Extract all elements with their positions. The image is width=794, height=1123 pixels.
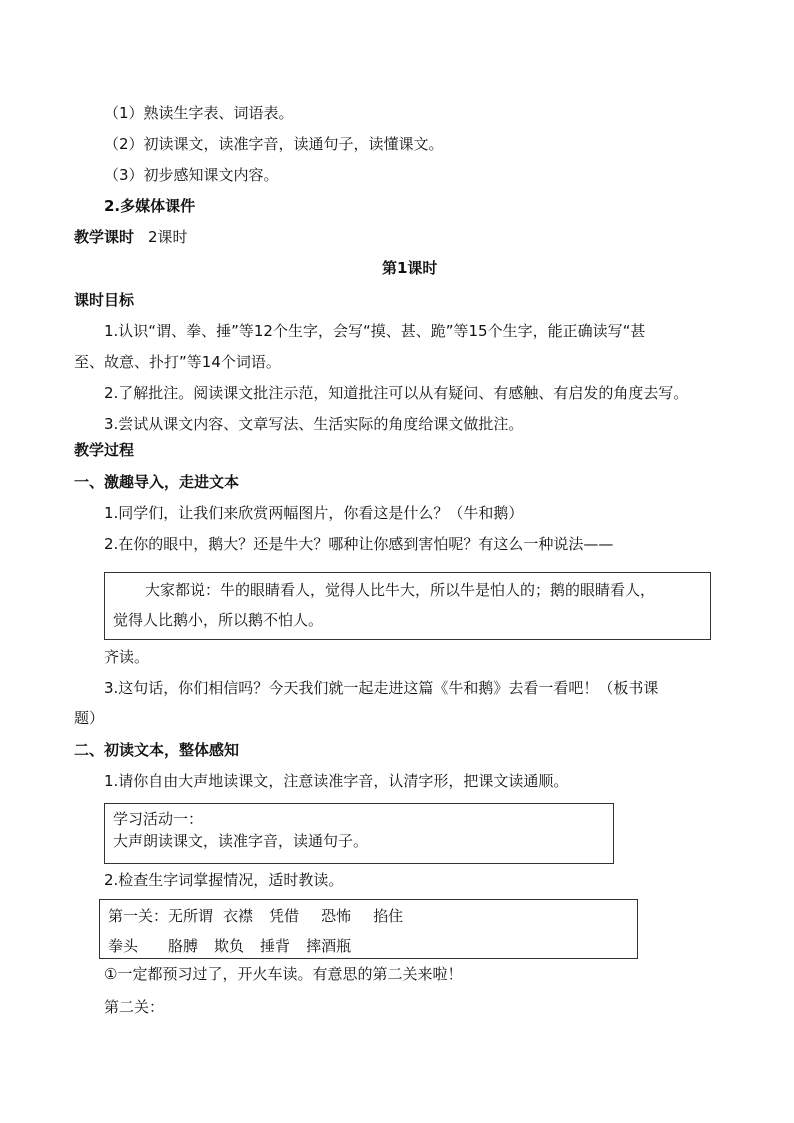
class-hours <box>74 227 188 247</box>
prep-item-1: （1）熟读生字表、词语表。 <box>104 104 294 122</box>
level-1-label: 第一关： <box>108 907 169 925</box>
section-1-step-3-line-1: 3.这句话，你们相信吗？今天我们就一起走进这篇《牛和鹅》去看一看吧！（板书课 <box>104 679 659 697</box>
vocab-word: 欺负 <box>214 937 245 955</box>
activity-box <box>104 803 614 864</box>
activity-title: 学习活动一： <box>113 810 204 828</box>
vocab-word: 恐怖 <box>321 907 352 925</box>
after-quote-text: 齐读。 <box>104 648 150 666</box>
vocab-row-2 <box>108 936 351 956</box>
vocab-box <box>99 899 638 959</box>
section-2-step-2: 2.检查生字词掌握情况，适时教读。 <box>104 871 344 889</box>
vocab-word: 胳膊 <box>168 937 199 955</box>
class-hours-label: 教学课时 <box>74 228 135 246</box>
note-1: ①一定都预习过了，开火车读。有意思的第二关来啦！ <box>104 965 463 983</box>
vocab-word: 捶背 <box>260 937 291 955</box>
vocab-word: 掐住 <box>373 907 404 925</box>
prep-item-2: （2）初读课文，读准字音，读通句子，读懂课文。 <box>104 135 444 153</box>
section-2-step-1: 1.请你自由大声地读课文，注意读准字音，认清字形，把课文读通顺。 <box>104 772 569 790</box>
goal-2: 2.了解批注。阅读课文批注示范，知道批注可以从有疑问、有感触、有启发的角度去写。 <box>104 384 689 402</box>
goal-3: 3.尝试从课文内容、文章写法、生活实际的角度给课文做批注。 <box>104 415 524 433</box>
activity-text: 大声朗读课文，读准字音，读通句子。 <box>113 832 369 850</box>
section-1-step-1: 1.同学们，让我们来欣赏两幅图片，你看这是什么？（牛和鹅） <box>104 504 524 522</box>
goal-1-line-2: 至、故意、扑打”等14个词语。 <box>74 353 281 371</box>
quote-line-2: 觉得人比鹅小，所以鹅不怕人。 <box>113 611 324 629</box>
vocab-word: 衣襟 <box>223 907 254 925</box>
section-1-step-3-line-2: 题） <box>74 709 105 727</box>
section-1-title: 一、激趣导入，走进文本 <box>74 473 240 491</box>
section-1-step-2: 2.在你的眼中，鹅大？还是牛大？哪种让你感到害怕呢？有这么一种说法—— <box>104 535 614 553</box>
class-hours-value: 2课时 <box>148 228 188 246</box>
prep-item-multimedia: 2.多媒体课件 <box>104 197 196 215</box>
process-heading: 教学过程 <box>74 441 135 459</box>
vocab-word: 拳头 <box>108 937 139 955</box>
vocab-word: 凭借 <box>269 907 300 925</box>
level-2-label: 第二关： <box>104 998 165 1016</box>
vocab-word: 无所谓 <box>168 907 214 925</box>
lesson-title: 第1课时 <box>382 259 438 277</box>
vocab-word: 摔酒瓶 <box>306 937 352 955</box>
objectives-heading: 课时目标 <box>74 291 135 309</box>
quote-line-1: 大家都说：牛的眼睛看人，觉得人比牛大，所以牛是怕人的；鹅的眼睛看人， <box>145 581 656 599</box>
goal-1-line-1: 1.认识“谓、拳、捶”等12个生字，会写“摸、甚、跪”等15个生字，能正确读写“甚 <box>104 322 646 340</box>
prep-item-3: （3）初步感知课文内容。 <box>104 166 279 184</box>
quote-box <box>104 572 711 640</box>
vocab-row-1 <box>108 906 403 926</box>
section-2-title: 二、初读文本，整体感知 <box>74 741 240 759</box>
